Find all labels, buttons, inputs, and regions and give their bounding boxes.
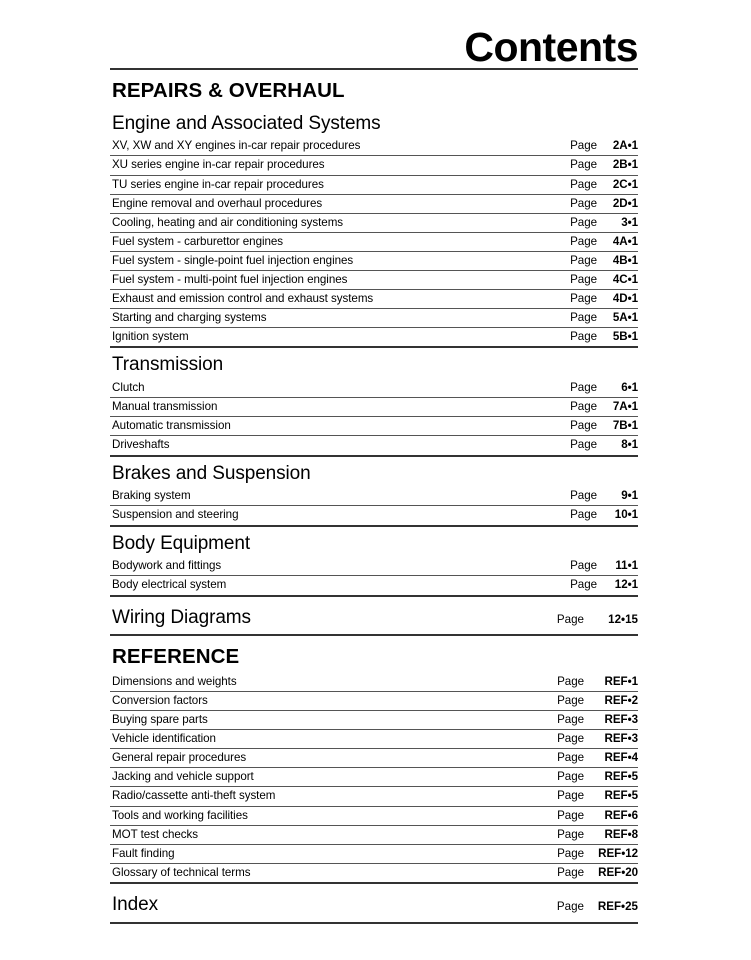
toc-entry-title: Index <box>112 893 158 915</box>
toc-entry-page <box>570 217 638 229</box>
page-number: 5B•1 <box>612 330 638 344</box>
page-label: Page <box>570 215 597 229</box>
page-label: Page <box>570 419 597 433</box>
page-number: 2C•1 <box>612 177 638 191</box>
toc-entry[interactable] <box>110 692 638 710</box>
page-label: Page <box>570 139 597 153</box>
toc-entry[interactable] <box>110 328 638 346</box>
toc-entry-page <box>570 331 638 343</box>
page-number: REF•6 <box>604 808 638 822</box>
page-label: Page <box>570 158 597 172</box>
section-heading-brakes: Brakes and Suspension <box>112 462 311 484</box>
toc-entry[interactable] <box>110 271 638 289</box>
page-label: Page <box>570 400 597 414</box>
toc-entry-page <box>557 752 638 764</box>
page-number: REF•25 <box>597 899 638 913</box>
toc-entry-page <box>557 867 638 879</box>
page-label: Page <box>557 770 584 784</box>
toc-entry-page <box>570 179 638 191</box>
page-label: Page <box>557 732 584 746</box>
page-number: REF•2 <box>604 693 638 707</box>
page-number: 9•1 <box>621 489 638 503</box>
toc-entry-title: Conversion factors <box>112 693 208 707</box>
toc-entry[interactable] <box>110 787 638 805</box>
toc-entry-title: Body electrical system <box>112 578 227 592</box>
toc-entry[interactable] <box>110 487 638 505</box>
toc-entry-title: Fuel system - multi-point fuel injection engines <box>112 273 348 287</box>
toc-entry[interactable] <box>110 845 638 863</box>
toc-entry-page <box>570 140 638 152</box>
toc-entry-title: Glossary of technical terms <box>112 865 251 879</box>
section-heading-engine: Engine and Associated Systems <box>112 112 381 134</box>
toc-entry-title: Buying spare parts <box>112 713 208 727</box>
toc-entry-wiring-diagrams[interactable] <box>110 597 638 635</box>
toc-entry-title: Dimensions and weights <box>112 674 237 688</box>
page-number: REF•12 <box>598 846 638 860</box>
toc-entry[interactable] <box>110 826 638 844</box>
page-label: Page <box>570 311 597 325</box>
toc-entry-title: Fuel system - carburettor engines <box>112 234 284 248</box>
section-heading-transmission: Transmission <box>112 354 224 376</box>
page-title: Contents <box>464 24 638 70</box>
page-number: 3•1 <box>621 215 638 229</box>
page-label: Page <box>557 808 584 822</box>
toc-entry-title: Jacking and vehicle support <box>112 770 254 784</box>
page-number: 8•1 <box>621 438 638 452</box>
toc-entry-page <box>557 733 638 745</box>
page-label: Page <box>570 177 597 191</box>
toc-entry-page <box>570 401 638 413</box>
toc-entry[interactable] <box>110 749 638 767</box>
toc-entry[interactable] <box>110 436 638 454</box>
page-number: 10•1 <box>614 508 638 522</box>
page-number: REF•3 <box>604 713 638 727</box>
toc-entry[interactable] <box>110 730 638 748</box>
toc-entry[interactable] <box>110 252 638 270</box>
page-number: REF•5 <box>604 770 638 784</box>
page-number: 4B•1 <box>612 253 638 267</box>
toc-entry[interactable] <box>110 557 638 575</box>
page-label: Page <box>557 751 584 765</box>
page-number: 11•1 <box>615 559 638 573</box>
toc-entry-page <box>557 771 638 783</box>
toc-entry[interactable] <box>110 156 638 174</box>
toc-entry[interactable] <box>110 176 638 194</box>
toc-entry-page <box>557 848 638 860</box>
page-number: 4D•1 <box>612 292 638 306</box>
toc-entry[interactable] <box>110 379 638 397</box>
toc-entry[interactable] <box>110 214 638 232</box>
page-label: Page <box>570 508 597 522</box>
page-label: Page <box>570 196 597 210</box>
toc-entry-page <box>570 382 638 394</box>
page-number: 2A•1 <box>612 139 638 153</box>
page-number: 2D•1 <box>612 196 638 210</box>
part-heading-repairs: REPAIRS & OVERHAUL <box>112 79 345 102</box>
page-label: Page <box>570 253 597 267</box>
page-label: Page <box>557 865 584 879</box>
toc-entry-title: Suspension and steering <box>112 508 239 522</box>
toc-entry-title: Fuel system - single-point fuel injection engines <box>112 253 354 267</box>
toc-entry-page <box>557 695 638 707</box>
toc-entry-page <box>570 255 638 267</box>
toc-entry-page <box>570 509 638 521</box>
page-label: Page <box>557 846 584 860</box>
toc-entry[interactable] <box>110 290 638 308</box>
page-number: 2B•1 <box>612 158 638 172</box>
toc-entry[interactable] <box>110 864 638 882</box>
toc-entry[interactable] <box>110 576 638 594</box>
page-label: Page <box>570 381 597 395</box>
page-label: Page <box>570 489 597 503</box>
toc-entry-page <box>557 790 638 802</box>
toc-entry[interactable] <box>110 417 638 435</box>
toc-entry-page <box>570 312 638 324</box>
contents-container <box>110 0 638 924</box>
toc-entry-page <box>570 560 638 572</box>
toc-entry-title: Bodywork and fittings <box>112 559 222 573</box>
toc-entry-title: Braking system <box>112 489 191 503</box>
page-number: REF•4 <box>604 751 638 765</box>
section-heading-body: Body Equipment <box>112 532 251 554</box>
toc-entry-page <box>557 900 638 914</box>
toc-entry-page <box>570 159 638 171</box>
toc-entry[interactable] <box>110 807 638 825</box>
page-number: REF•1 <box>604 674 638 688</box>
page-number: 4A•1 <box>612 234 638 248</box>
toc-entry[interactable] <box>110 195 638 213</box>
toc-entry[interactable] <box>110 233 638 251</box>
toc-entry-page <box>570 420 638 432</box>
bottom-divider <box>110 922 638 924</box>
toc-entry-title: Wiring Diagrams <box>112 606 251 628</box>
toc-entry-title: Clutch <box>112 381 145 395</box>
toc-entry-title: Starting and charging systems <box>112 311 267 325</box>
toc-entry[interactable] <box>110 309 638 327</box>
toc-entry-title: MOT test checks <box>112 827 199 841</box>
page-label: Page <box>570 438 597 452</box>
toc-entry-page <box>570 579 638 591</box>
page-number: REF•8 <box>604 827 638 841</box>
page-number: 5A•1 <box>612 311 638 325</box>
page-number: 4C•1 <box>612 273 638 287</box>
page-label: Page <box>557 693 584 707</box>
page-number: 7B•1 <box>612 419 638 433</box>
page-label: Page <box>570 330 597 344</box>
toc-entry-page <box>570 293 638 305</box>
toc-entry-index[interactable] <box>110 884 638 922</box>
page-label: Page <box>556 899 584 913</box>
toc-entry-title: Tools and working facilities <box>112 808 248 822</box>
toc-entry-page <box>557 714 638 726</box>
toc-entry-page <box>557 676 638 688</box>
page-label: Page <box>557 713 584 727</box>
toc-entry[interactable] <box>110 137 638 155</box>
toc-entry-title: Ignition system <box>112 330 189 344</box>
page-label: Page <box>557 827 584 841</box>
toc-entry-page <box>557 810 638 822</box>
toc-entry-page <box>570 490 638 502</box>
toc-entry-title: XV, XW and XY engines in-car repair procedures <box>112 139 361 153</box>
page-label: Page <box>570 559 597 573</box>
page-label: Page <box>570 234 597 248</box>
toc-entry-page <box>570 439 638 451</box>
part-heading-reference: REFERENCE <box>112 645 240 669</box>
toc-entry-title: Driveshafts <box>112 438 170 452</box>
toc-entry[interactable] <box>110 506 638 524</box>
page-label: Page <box>570 292 597 306</box>
toc-entry-title: TU series engine in-car repair procedures <box>112 177 324 191</box>
toc-entry-page <box>570 236 638 248</box>
page-number: 12•15 <box>608 612 638 626</box>
page-number: 12•1 <box>614 578 638 592</box>
toc-entry-title: Exhaust and emission control and exhaust systems <box>112 292 374 306</box>
toc-entry-page <box>570 274 638 286</box>
page-label: Page <box>556 612 584 626</box>
toc-entry-page <box>557 829 638 841</box>
toc-entry-page <box>570 198 638 210</box>
page-number: REF•3 <box>604 732 638 746</box>
page-label: Page <box>570 578 597 592</box>
toc-entry-title: Manual transmission <box>112 400 218 414</box>
toc-entry-page <box>557 613 638 627</box>
toc-entry-title: Radio/cassette anti-theft system <box>112 789 276 803</box>
page-label: Page <box>570 273 597 287</box>
toc-entry-title: Automatic transmission <box>112 419 231 433</box>
toc-entry-title: XU series engine in-car repair procedures <box>112 158 325 172</box>
page-number: REF•5 <box>604 789 638 803</box>
toc-entry[interactable] <box>110 768 638 786</box>
toc-entry-title: Fault finding <box>112 846 175 860</box>
page-number: 6•1 <box>621 381 638 395</box>
toc-entry-title: General repair procedures <box>112 751 247 765</box>
toc-entry-title: Cooling, heating and air conditioning systems <box>112 215 344 229</box>
toc-entry[interactable] <box>110 398 638 416</box>
toc-entry[interactable] <box>110 711 638 729</box>
toc-entry-title: Engine removal and overhaul procedures <box>112 196 323 210</box>
page-number: 7A•1 <box>612 400 638 414</box>
page-label: Page <box>557 789 584 803</box>
page-label: Page <box>557 674 584 688</box>
toc-entry[interactable] <box>110 673 638 691</box>
page-number: REF•20 <box>598 865 638 879</box>
toc-entry-title: Vehicle identification <box>112 732 216 746</box>
